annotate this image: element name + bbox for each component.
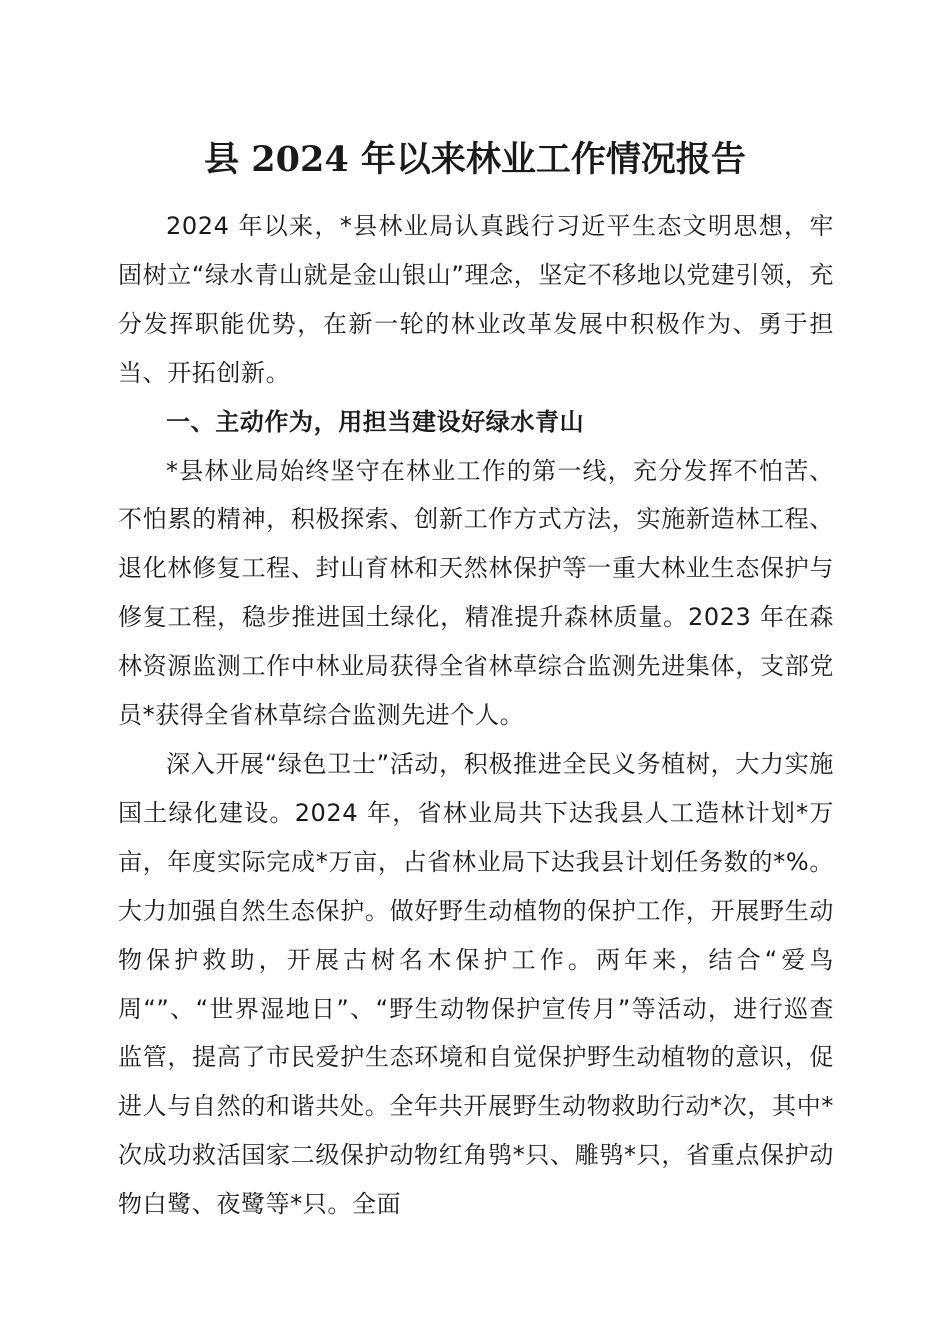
document-body xyxy=(118,202,834,1229)
section-heading-1: 一、主动作为，用担当建设好绿水青山 xyxy=(166,407,585,436)
paragraph-section1-a: *县林业局始终坚守在林业工作的第一线，充分发挥不怕苦、不怕累的精神，积极探索、创新工作方式方法，实施新造林工程、退化林修复工程、封山育林和天然林保护等一重大林业生态保护与修复工程，稳步推进国土绿化，精准提升森林质量。2023 年在森林资源监测工作中林业局获得全省林草综合监测先进集体，支部党员*获得全省林草综合监测先进个人。 xyxy=(118,456,834,730)
paragraph-section1-b: 深入开展“绿色卫士”活动，积极推进全民义务植树，大力实施国土绿化建设。2024 年，省林业局共下达我县人工造林计划*万亩，年度实际完成*万亩，占省林业局下达我县计划任务数的*%。大力加强自然生态保护。做好野生动植物的保护工作，开展野生动物保护救助，开展古树名木保护工作。两年来，结合“爱鸟周“”、“世界湿地日”、“野生动物保护宣传月”等活动，进行巡查监管，提高了市民爱护生态环境和自觉保护野生动植物的意识，促进人与自然的和谐共处。全年共开展野生动物救助行动*次，其中*次成功救活国家二级保护动物红角鸮*只、雕鸮*只，省重点保护动物白鹭、夜鹭等*只。全面 xyxy=(118,749,834,1219)
document-title: 县 2024 年以来林业工作情况报告 xyxy=(204,139,746,180)
paragraph-intro: 2024 年以来，*县林业局认真践行习近平生态文明思想，牢固树立“绿水青山就是金山银山”理念，坚定不移地以党建引领，充分发挥职能优势，在新一轮的林业改革发展中积极作为、勇于担当、开拓创新。 xyxy=(118,212,834,387)
